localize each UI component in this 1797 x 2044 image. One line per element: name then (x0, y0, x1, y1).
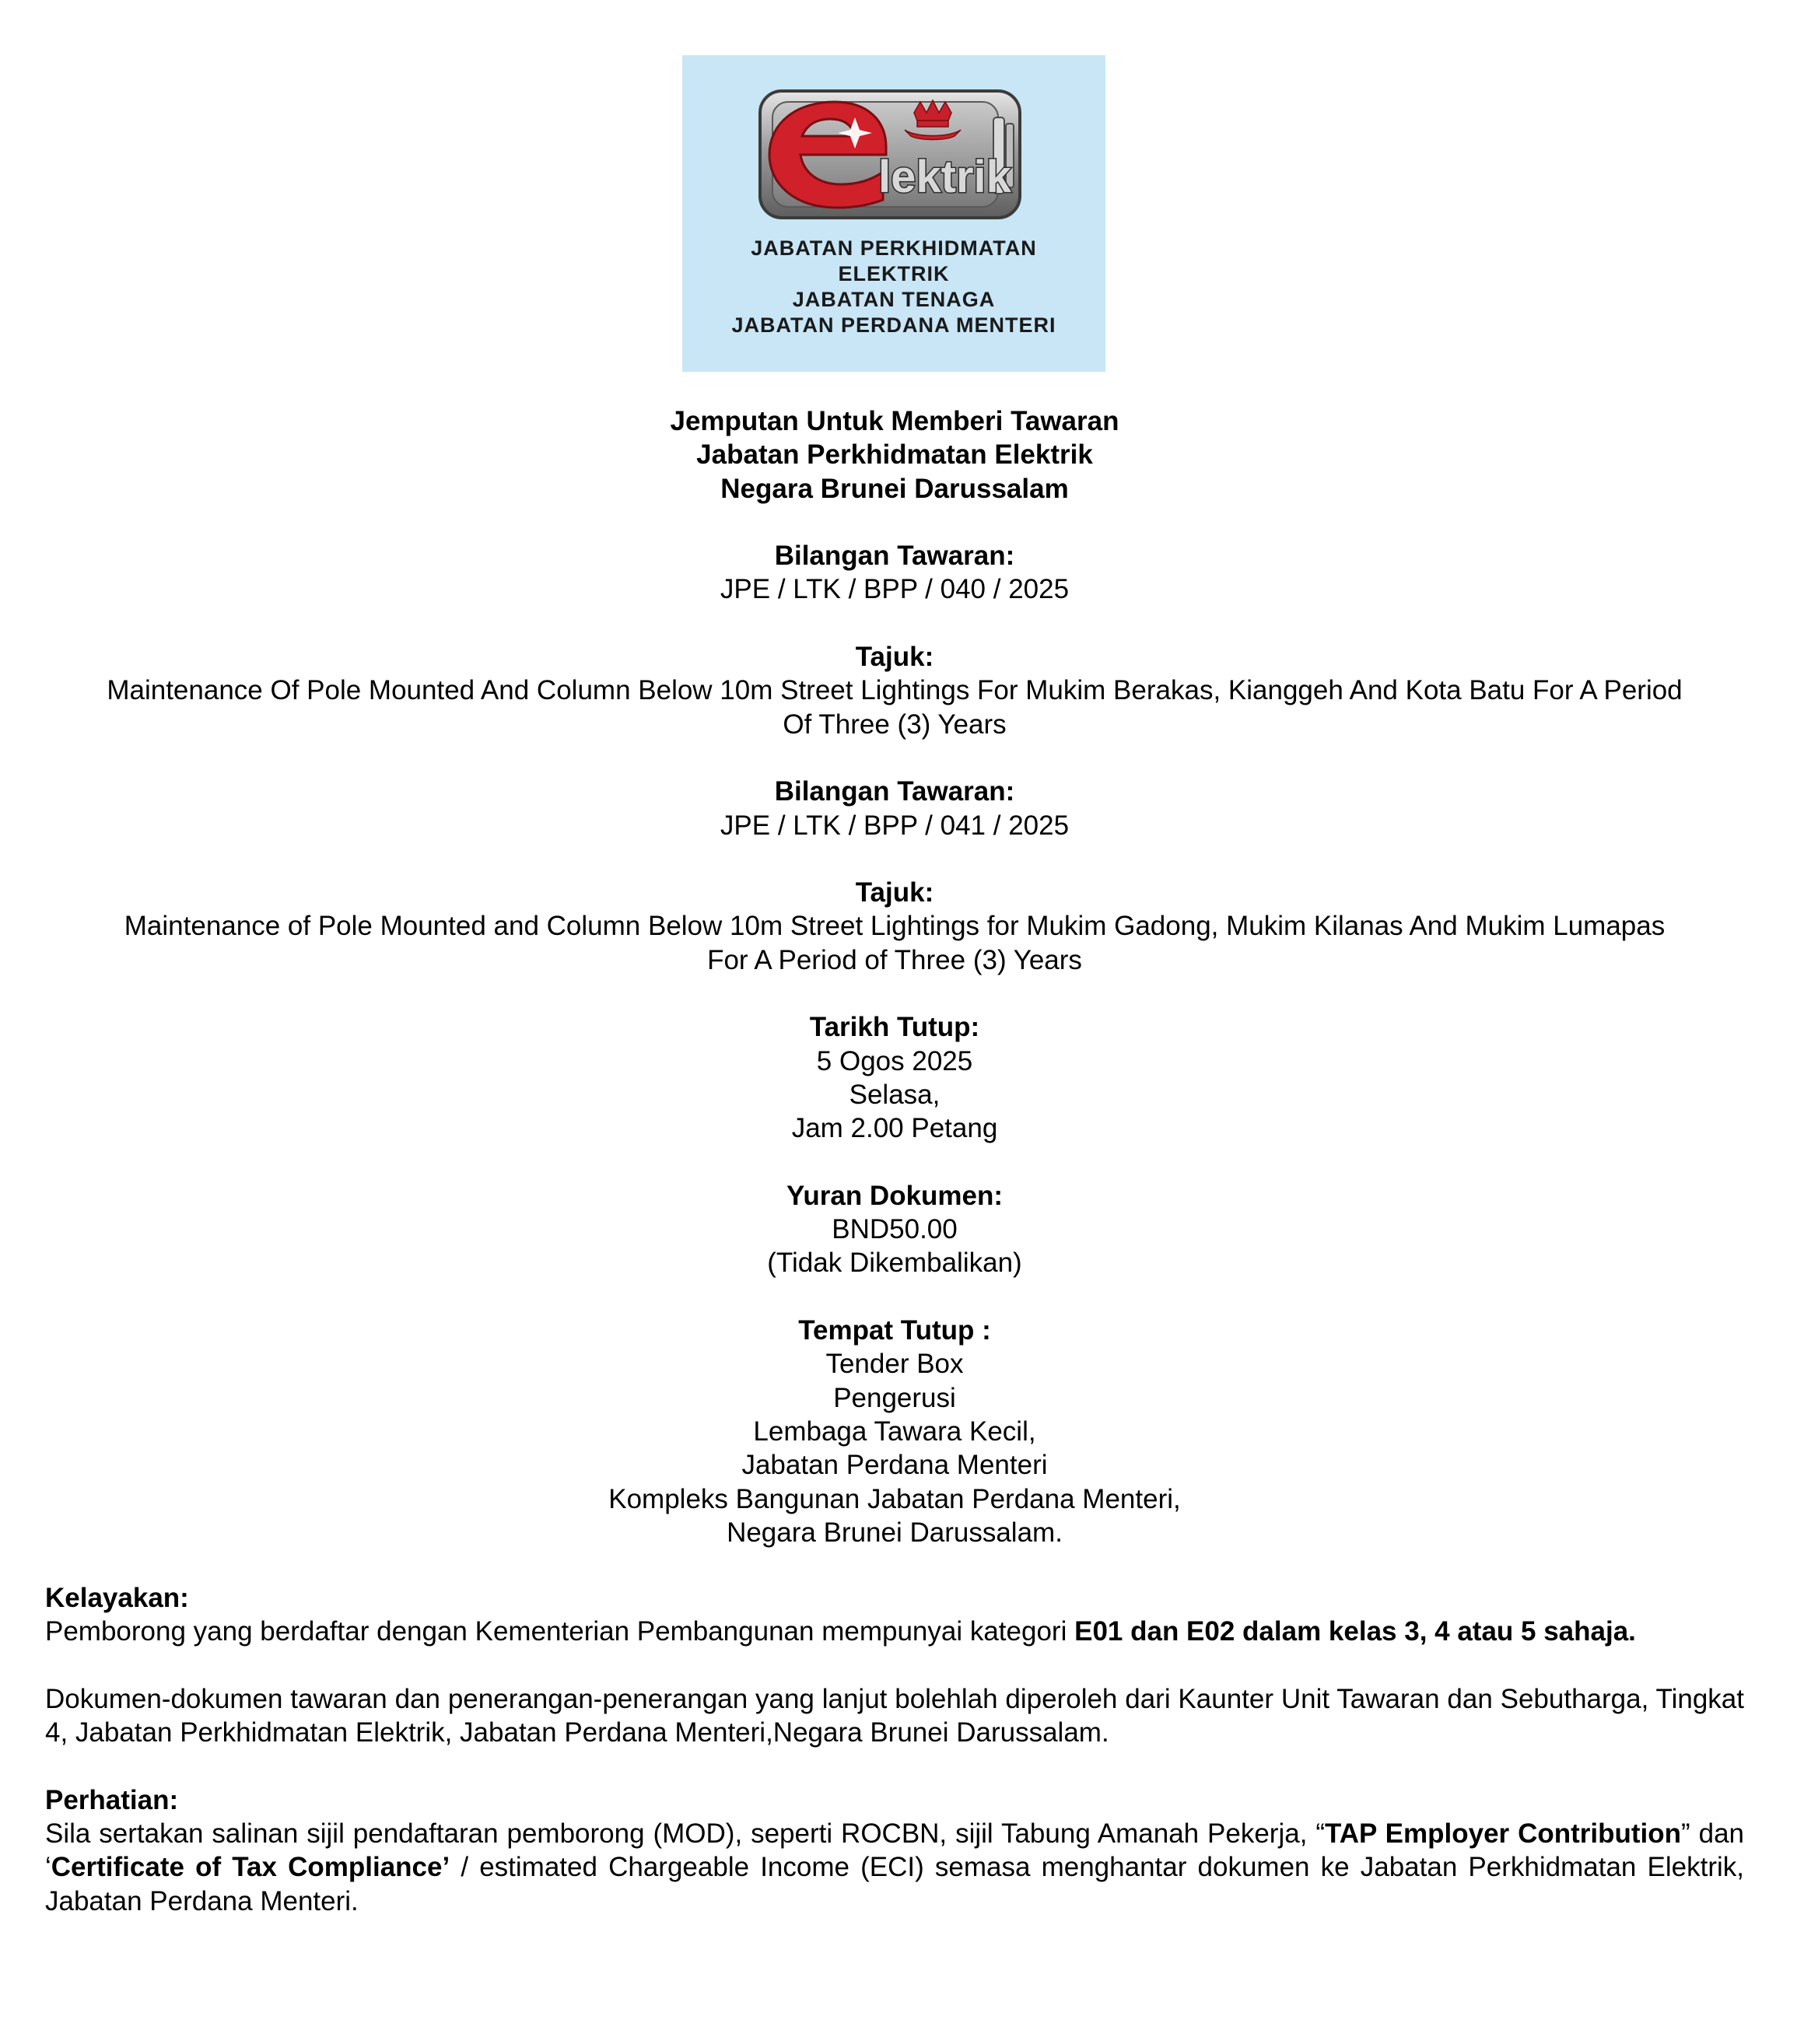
elektrik-emblem-icon (682, 55, 1105, 250)
tender-number: JPE / LTK / BPP / 041 / 2025 (720, 810, 1070, 841)
tender-title: Maintenance Of Pole Mounted And Column Below 10m Street Lightings For Mukim Berakas, Kianggeh And Kota Batu For A Period (107, 675, 1683, 706)
closing-place-line: Tender Box (825, 1349, 964, 1380)
tender-title: Of Three (3) Years (783, 709, 1007, 740)
logo-line: ELEKTRIK (838, 262, 950, 285)
tender-title: Maintenance of Pole Mounted and Column Below 10m Street Lightings for Mukim Gadong, Mukim Kilanas And Mukim Lumapas (124, 911, 1666, 942)
tap-contribution: TAP Employer Contribution (1325, 1818, 1682, 1850)
logo-caption (682, 236, 1105, 338)
notice-department: Jabatan Perkhidmatan Elektrik (696, 439, 1093, 471)
tax-compliance: Certificate of Tax Compliance’ (51, 1852, 450, 1883)
closing-date-label: Tarikh Tutup: (809, 1012, 980, 1043)
notice-country: Negara Brunei Darussalam (720, 473, 1069, 504)
tender-title-label: Tajuk: (855, 642, 934, 673)
document-fee-label: Yuran Dokumen: (786, 1180, 1004, 1211)
eligibility-label: Kelayakan: (45, 1583, 189, 1613)
eligibility-categories: E01 dan E02 dalam kelas 3, 4 atau 5 sahaja. (1074, 1616, 1636, 1647)
closing-day: Selasa, (849, 1079, 941, 1110)
eligibility-text: Pemborong yang berdaftar dengan Kementerian Pembangunan mempunyai kategori E01 dan E02 dalam kelas 3, 4 atau 5 sahaja. (45, 1616, 1636, 1647)
logo-line: JABATAN PERDANA MENTERI (731, 313, 1056, 337)
notice-title: Jemputan Untuk Memberi Tawaran (670, 406, 1119, 436)
document-fee-note: (Tidak Dikembalikan) (767, 1248, 1022, 1279)
logo-brand-text: lektrik (878, 152, 1011, 202)
logo-line: JABATAN PERKHIDMATAN (751, 236, 1037, 260)
closing-time: Jam 2.00 Petang (791, 1113, 998, 1144)
tender-number-label: Bilangan Tawaran: (774, 776, 1015, 807)
document-fee-amount: BND50.00 (832, 1214, 958, 1245)
tender-notice-details (45, 1581, 1744, 1918)
closing-place-line: Lembaga Tawara Kecil, (753, 1416, 1036, 1447)
closing-place-line: Kompleks Bangunan Jabatan Perdana Menteri, (608, 1483, 1181, 1514)
tender-number: JPE / LTK / BPP / 040 / 2025 (720, 574, 1070, 605)
documents-text: Dokumen-dokumen tawaran dan penerangan-penerangan yang lanjut bolehlah diperoleh dari Kaunter Unit Tawaran dan Sebutharga, Tingkat 4, Jabatan Perkhidmatan Elektrik, Jabatan Perdana Menteri,Negara Brunei Darussalam. (45, 1683, 1744, 1748)
closing-date: 5 Ogos 2025 (816, 1045, 973, 1076)
department-logo (682, 55, 1105, 372)
tender-notice-center (45, 404, 1744, 1549)
tender-title-label: Tajuk: (855, 877, 934, 908)
tender-title: For A Period of Three (3) Years (707, 944, 1082, 975)
tender-number-label: Bilangan Tawaran: (774, 541, 1015, 572)
closing-place-line: Jabatan Perdana Menteri (741, 1450, 1048, 1481)
closing-place-line: Negara Brunei Darussalam. (727, 1517, 1063, 1548)
attention-text: Sila sertakan salinan sijil pendaftaran pemborong (MOD), seperti ROCBN, sijil Tabung Amanah Pekerja, “TAP Employer Contribution” dan ‘Certificate of Tax Compliance’ / estimated Chargeable Income (ECI) semasa menghantar dokumen ke Jabatan Perkhidmatan Elektrik, Jabatan Perdana Menteri. (45, 1818, 1744, 1916)
closing-place-line: Pengerusi (833, 1382, 956, 1413)
logo-line: JABATAN TENAGA (792, 288, 996, 311)
closing-place-label: Tempat Tutup : (798, 1315, 991, 1346)
attention-label: Perhatian: (45, 1784, 179, 1815)
